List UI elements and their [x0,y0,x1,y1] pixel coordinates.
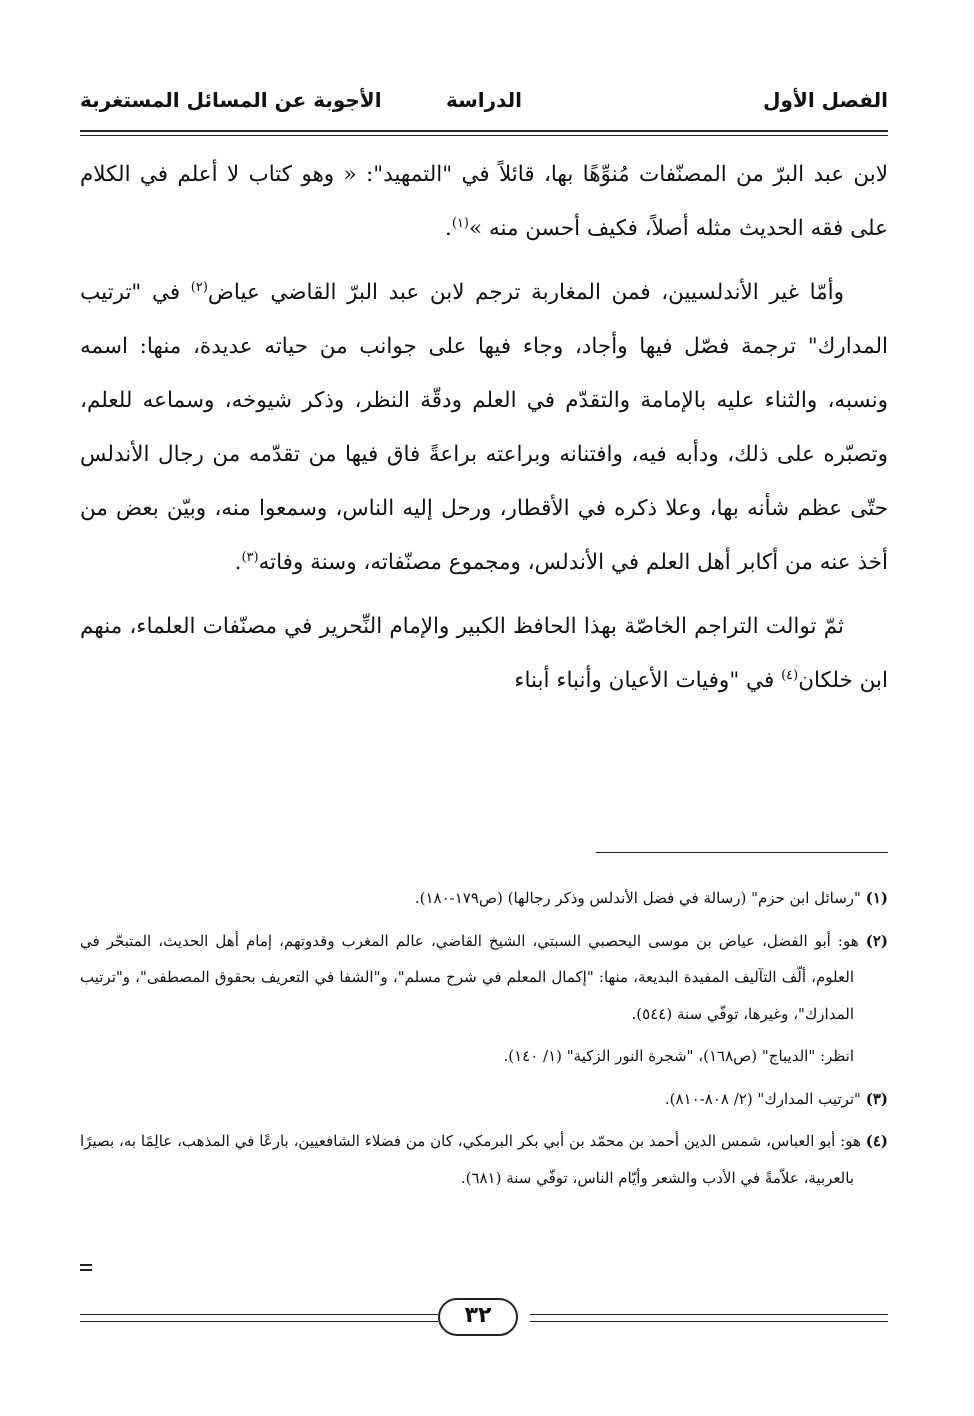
footnote-ref-4[interactable]: (٤) [781,667,799,683]
page-number: ٣٢ [438,1298,518,1336]
paragraph-3 [80,600,888,708]
footnote-continuation-mark [80,1264,92,1266]
footnote-2-text: هو: أبو الفضل، عياض بن موسى اليحصبي السبتي، الشيخ القاضي، عالم المغرب وقدوتهم، إمام أهل الحديث، المتبحّر في العلوم، ألّف التآليف المفيدة البديعة، منها: "إكمال المعلم في شرح مسلم"، و"الشفا في التعريف بحقوق المصطفى"، و"ترتيب المدارك"، وغيرها، توفّي سنة (٥٤٤). [80,931,866,1023]
footnote-ref-3[interactable]: (٣) [241,549,259,565]
running-header [80,86,888,120]
footnote-3-number: (٣) [865,1089,888,1108]
footnote-ref-2[interactable]: (٢) [190,279,208,295]
footnote-3-text: "ترتيب المدارك" (٢/ ٨٠٨-٨١٠). [664,1089,866,1108]
footnote-2-number: (٢) [865,931,888,950]
footnote-4-number: (٤) [865,1132,888,1150]
footnote-1-number: (١) [865,889,888,907]
book-title: الأجوبة عن المسائل المستغربة [80,88,382,112]
footnote-1 [80,880,888,917]
paragraph-3-text-a: ثمّ توالت التراجم الخاصّة بهذا الحافظ الكبير والإمام النِّحرير في مصنّفات العلماء، منهم ابن خلكان [80,614,888,693]
paragraph-2 [80,266,888,590]
footnote-3 [80,1081,888,1118]
footer-rule-left [80,1314,438,1322]
paragraph-1 [80,148,888,256]
footnote-2-reference: انظر: "الديباج" (ص١٦٨)، "شجرة النور الزكية" (١/ ١٤٠). [503,1047,854,1065]
paragraph-1-text: لابن عبد البرّ من المصنّفات مُنوِّهًا بها، قائلاً في "التمهيد": « وهو كتاب لا أعلم في الكلام على فقه الحديث مثله أصلاً، فكيف أحسن منه » [80,162,888,241]
footer-rule-right [530,1314,888,1322]
paragraph-2-text-a: وأمّا غير الأندلسيين، فمن المغاربة ترجم لابن عبد البرّ القاضي عياض [207,280,844,305]
main-text [80,148,888,718]
footnote-1-text: "رسائل ابن حزم" (رسالة في فضل الأندلس وذكر رجالها) (ص١٧٩-١٨٠). [414,889,866,907]
paragraph-3-text-b: في "وفيات الأعيان وأنباء أبناء [514,668,782,693]
chapter-title: الفصل الأول [763,88,888,112]
footnote-4 [80,1123,888,1196]
paragraph-2-end: . [234,550,242,575]
footnote-ref-1[interactable]: (١) [451,215,469,231]
footnote-2 [80,923,888,1033]
section-title: الدراسة [445,88,523,112]
footnote-4-text: هو: أبو العباس، شمس الدين أحمد بن محمّد بن أبي بكر البرمكي، كان من فضلاء الشافعيين، بارعًا في المذهب، عالِمًا به، بصيرًا بالعربية، علاّمةً في الأدب والشعر وأيّام الناس، توفّي سنة (٦٨١). [80,1132,866,1187]
paragraph-1-end: . [444,216,452,241]
footnotes [80,880,888,1202]
footnote-separator [596,852,888,853]
header-rule [80,130,888,132]
paragraph-2-text-b: في "ترتيب المدارك" ترجمة فصّل فيها وأجاد، وجاء فيها على جوانب من حياته عديدة، منها: اسمه ونسبه، والثناء عليه بالإمامة والتقدّم في العلم ودقّة النظر، وذكر شيوخه، وسماعه للعلم، وتصبّره على ذلك، ودأبه فيه، وافتنانه وبراعته براعةً فاق فيها من تقدّمه من رجال الأندلس حتّى عظم شأنه بها، وعلا ذكره في الأقطار، ورحل إليه الناس، وسمعوا منه، وبيّن بعض من أخذ عنه من أكابر أهل العلم في الأندلس، ومجموع مصنّفاته، وسنة وفاته [80,280,888,575]
